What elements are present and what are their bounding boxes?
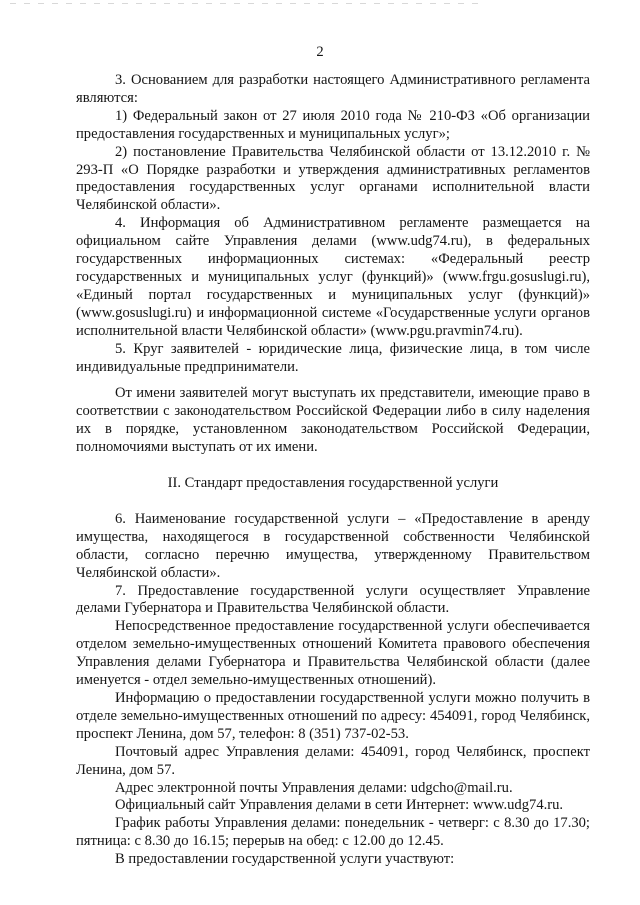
paragraph-schedule: График работы Управления делами: понедельник - четверг: с 8.30 до 17.30; пятница: с 8.30 до 16.15; перерыв на обед: с 12.00 до 12.45. — [76, 815, 590, 850]
paragraph-grounds: 3. Основанием для разработки настоящего Административного регламента являются: — [76, 72, 590, 106]
page-number: 2 — [316, 44, 324, 60]
paragraph-postal-address: Почтовый адрес Управления делами: 454091, город Челябинск, проспект Ленина, дом 57. — [76, 743, 590, 778]
scan-artifact-line — [10, 3, 480, 4]
paragraph-federal-law: 1) Федеральный закон от 27 июля 2010 года № 210-ФЗ «Об организации предоставления государственных и муниципальных услуг»; — [76, 107, 590, 142]
paragraph-information-placement: 4. Информация об Административном регламенте размещается на официальном сайте Управления делами (www.udg74.ru), в федеральных государственных информационных системах: «Федеральный реестр государственных и муниципальных услуг (функций)» (www.frgu.gosuslugi.ru), «Единый портал государственных и муниципальных услуг (функций)» (www.gosuslugi.ru) и информационной системе «Государственные услуги органов исполнительной власти Челябинской области» (www.pgu.pravmin74.ru). — [76, 215, 590, 339]
paragraph-resolution: 2) постановление Правительства Челябинской области от 13.12.2010 г. № 293-П «О Порядке разработки и утверждения административных регламентов предоставления государственных услуг органами исполнительной власти Челябинской области». — [76, 143, 590, 214]
document-body — [76, 72, 590, 869]
section-heading: II. Стандарт предоставления государственной услуги — [167, 475, 499, 492]
paragraph-department: Непосредственное предоставление государственной услуги обеспечивается отделом земельно-имущественных отношений Комитета правового обеспечения Управления делами Губернатора и Правительства Челябинской области (далее именуется - отдел земельно-имущественных отношений). — [76, 618, 590, 689]
paragraph-representatives: От имени заявителей могут выступать их представители, имеющие право в соответствии с законодательством Российской Федерации либо в силу наделения их в порядке, установленном законодательством Российской Федерации, полномочиями выступать от их имени. — [76, 385, 590, 456]
paragraph-gap — [76, 376, 590, 385]
paragraph-participants: В предоставлении государственной услуги участвуют: — [115, 851, 455, 868]
paragraph-website: Официальный сайт Управления делами в сети Интернет: www.udg74.ru. — [115, 797, 564, 814]
paragraph-service-name: 6. Наименование государственной услуги – «Предоставление в аренду имущества, находящегося в государственной собственности Челябинской области, согласно перечню имущества, утвержденному Правительством Челябинской области». — [76, 510, 590, 581]
paragraph-provider: 7. Предоставление государственной услуги осуществляет Управление делами Губернатора и Правительства Челябинской области. — [76, 582, 590, 617]
paragraph-contact-info: Информацию о предоставлении государственной услуги можно получить в отделе земельно-имущественных отношений по адресу: 454091, город Челябинск, проспект Ленина, дом 57, телефон: 8 (351) 737-02-53. — [76, 690, 590, 742]
paragraph-email: Адрес электронной почты Управления делами: udgcho@mail.ru. — [115, 779, 513, 796]
paragraph-applicants: 5. Круг заявителей - юридические лица, физические лица, в том числе индивидуальные предприниматели. — [76, 340, 590, 375]
